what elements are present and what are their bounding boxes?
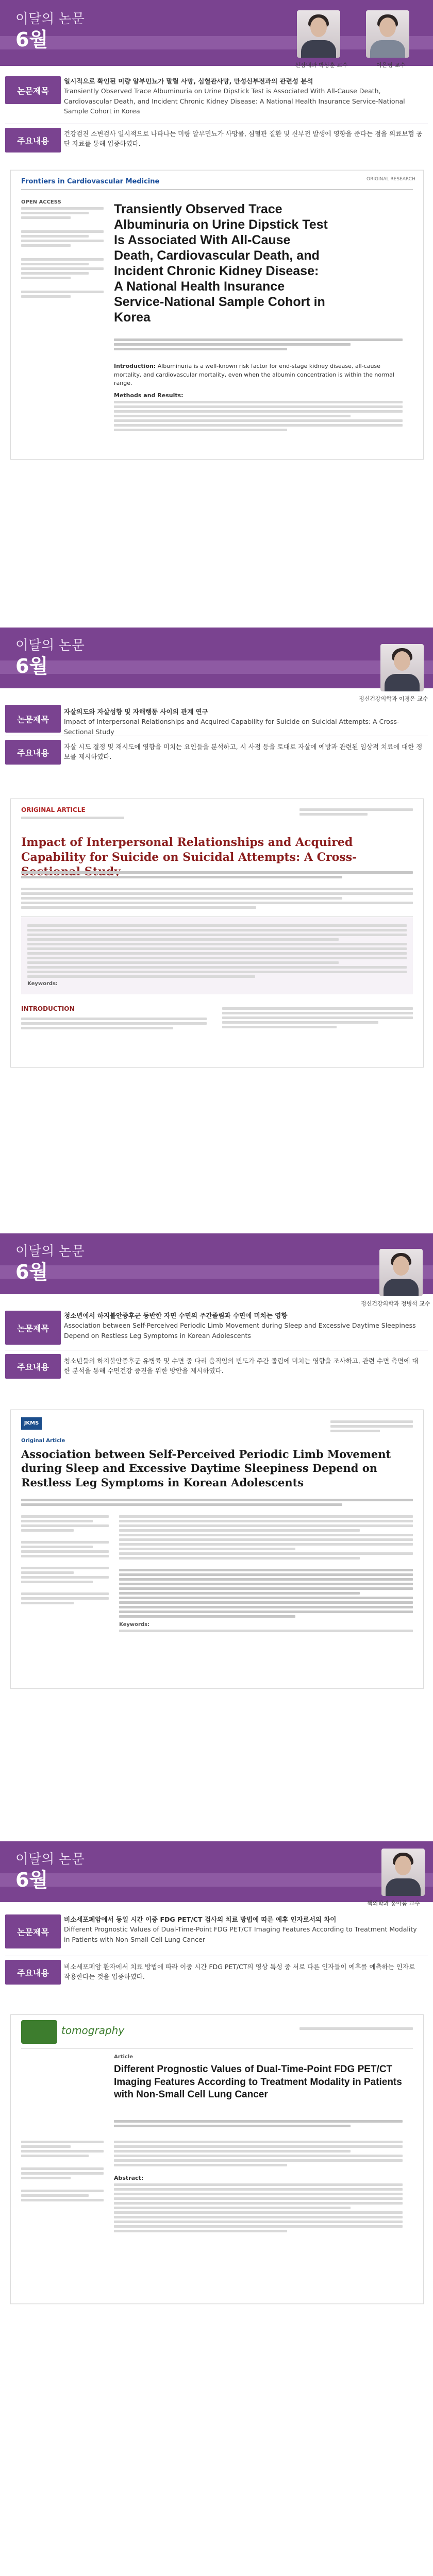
abstract — [114, 362, 403, 388]
content-summary: 비소세포폐암 환자에서 치료 방법에 따라 이중 시간 FDG PET/CT의 영상 특성 중 서로 다른 인자들이 예후를 예측하는 인자로 작용한다는 것을 입증하였다. — [64, 1963, 415, 1981]
banner-month: 6월 — [15, 1261, 48, 1283]
banner-stripe — [0, 1873, 433, 1887]
affiliations — [119, 1513, 413, 1562]
author-photo — [366, 10, 409, 58]
banner-stripe — [0, 1265, 433, 1279]
abstract — [114, 2175, 403, 2234]
sidebar-meta — [21, 2139, 104, 2204]
sidebar-meta — [21, 1513, 109, 1606]
paper-title-en: Different Prognostic Values of Dual-Time-Point FDG PET/CT Imaging Features According to Treatment Modality in Patients with Non-Small Cell Lung Cancer — [64, 1925, 417, 1943]
paper-heading: Association between Self-Perceived Periodic Limb Movement during Sleep and Excessive Daytime Sleepiness Depend on Restless Leg Symptoms in Korean Adolescents — [21, 1448, 391, 1489]
paper-title-en: Association between Self-Perceived Periodic Limb Movement during Sleep and Excessive Daytime Sleepiness Depend on Restless Leg Symptoms in Korean Adolescents — [64, 1321, 416, 1340]
content-summary: 건강검진 소변검사 일시적으로 나타나는 미량 알부민뇨가 사망률, 심혈관 질환 및 신부전 발생에 영향을 준다는 점을 의료보험 공단 자료를 통해 입증하였다. — [64, 130, 423, 148]
author-caption: 이은영 교수 — [376, 62, 406, 69]
label-topic: 논문제목 — [5, 76, 61, 104]
journal-name: tomography — [61, 2024, 125, 2037]
content-summary: 청소년들의 하지불안증후군 유병률 및 수면 중 다리 움직임의 빈도가 주간 졸림에 미치는 영향을 조사하고, 관련 수면 측면에 대한 분석을 통해 수면건강 증진을 위한 방안을 제시하였다. — [64, 1357, 419, 1375]
methods — [114, 392, 403, 433]
banner-title: 이달의 논문 — [15, 11, 85, 27]
paper-title-ko: 일시적으로 확인된 미량 알부민뇨가 말릴 사망, 심혈관사망, 만성신부전과의 관련성 분석 — [64, 77, 313, 85]
banner-month: 6월 — [15, 655, 48, 677]
affiliations — [21, 886, 413, 911]
banner-stripe — [0, 660, 433, 674]
label-topic: 논문제목 — [5, 1311, 61, 1345]
banner-month: 6월 — [15, 1869, 48, 1891]
article-type-badge: Original Article — [21, 1438, 65, 1444]
article-type-badge: ORIGINAL ARTICLE — [21, 806, 86, 814]
paper-title-en: Transiently Observed Trace Albuminuria on Urine Dipstick Test is Associated With All-Cause Death, Cardiovascular Death, and Incident Chronic Kidney Disease: A National Health Insurance Service-National Sample Cohort in Korea — [64, 87, 405, 115]
paper-title-block — [64, 1914, 423, 1944]
open-access-label: OPEN ACCESS — [21, 199, 61, 205]
abstract-box — [21, 917, 413, 994]
abstract-heading: Introduction: — [114, 363, 156, 369]
label-topic: 논문제목 — [5, 705, 61, 733]
banner-title: 이달의 논문 — [15, 638, 85, 653]
paper-preview — [10, 799, 424, 1067]
paper-heading: Different Prognostic Values of Dual-Time-Point FDG PET/CT Imaging Features According to Treatment Modality in Patients with Non-Small Cell Lung Cancer — [114, 2064, 402, 2100]
paper-title-block — [64, 76, 423, 116]
author-caption: 정신건강의학과 이경은 교수 — [359, 696, 428, 702]
paper-title-en: Impact of Interpersonal Relationships and Acquired Capability for Suicide on Suicidal Attempts: A Cross-Sectional Study — [64, 718, 399, 736]
paper-preview — [10, 1410, 424, 1689]
author-photo — [381, 1849, 425, 1896]
paper-heading: Impact of Interpersonal Relationships and Acquired Capability for Suicide on Suicidal Attempts: A Cross- — [21, 836, 357, 864]
keywords-label: Keywords: — [27, 981, 58, 987]
paper-title-ko: 자살의도와 자살성향 및 자해행동 사이의 관계 연구 — [64, 708, 208, 716]
abstract-heading: Abstract: — [114, 2175, 144, 2181]
paper-heading: Transiently Observed Trace Albuminuria on Urine Dipstick Test Is Associated With All-Cause Death, Cardiovascular Death, and Incident Chronic Kidney Disease: A National Health Insurance Service-National Sample Cohort in Korea — [114, 202, 328, 325]
journal-logo: JKMS — [21, 1417, 42, 1430]
paper-title-block — [64, 707, 423, 737]
paper-preview — [10, 170, 424, 460]
label-content: 주요내용 — [5, 740, 61, 765]
author-list — [21, 1497, 413, 1508]
author-list — [114, 2118, 403, 2129]
sidebar-meta — [21, 199, 104, 300]
keywords-label: Keywords: — [119, 1622, 150, 1628]
author-caption: 신장내과 박상훈 교수 — [295, 62, 348, 69]
author-photo — [379, 1249, 423, 1296]
content-summary: 자살 시도 결정 및 재시도에 영향을 미치는 요인들을 분석하고, 시 사점 등을 토대로 자살에 예방과 관련된 임상적 치료에 대한 정보를 제시하였다. — [64, 743, 423, 761]
author-caption: 정신건강의학과 정병석 교수 — [361, 1300, 430, 1307]
banner-title: 이달의 논문 — [15, 1852, 85, 1867]
label-content: 주요내용 — [5, 1960, 61, 1985]
paper-title-block — [64, 1311, 423, 1341]
methods-heading: Methods and Results: — [114, 392, 184, 399]
abstract-text: Albuminuria is a well-known risk factor for end-stage kidney disease, all-cause mortality, and cardiovascular mortality, even when the albumin concentration is within the normal range. — [114, 363, 394, 386]
article-type-badge: ORIGINAL RESEARCH — [367, 177, 415, 182]
intro-heading: INTRODUCTION — [21, 1005, 75, 1012]
author-photo — [297, 10, 340, 58]
author-photo — [380, 644, 424, 691]
paper-title-ko: 청소년에서 하지불안증후군 동반한 자면 수면의 주간졸림과 수면에 미치는 영향 — [64, 1312, 288, 1319]
author-list — [21, 869, 413, 880]
affiliations — [114, 2139, 403, 2168]
paper-title-ko: 비소세포폐암에서 동일 시간 이중 FDG PET/CT 검사의 치료 방법에 따른 예후 인자로서의 차이 — [64, 1916, 337, 1923]
label-content: 주요내용 — [5, 1354, 61, 1379]
article-type-badge: Article — [114, 2054, 134, 2060]
journal-name: Frontiers in Cardiovascular Medicine — [21, 178, 160, 185]
label-topic: 논문제목 — [5, 1914, 61, 1948]
paper-preview — [10, 2014, 424, 2304]
author-caption: 핵의학과 홍아롬 교수 — [367, 1900, 420, 1907]
author-list — [114, 336, 403, 352]
abstract — [119, 1567, 413, 1634]
label-content: 주요내용 — [5, 128, 61, 152]
banner-title: 이달의 논문 — [15, 1244, 85, 1259]
banner-month: 6월 — [15, 28, 48, 51]
journal-logo-icon — [21, 2020, 57, 2044]
